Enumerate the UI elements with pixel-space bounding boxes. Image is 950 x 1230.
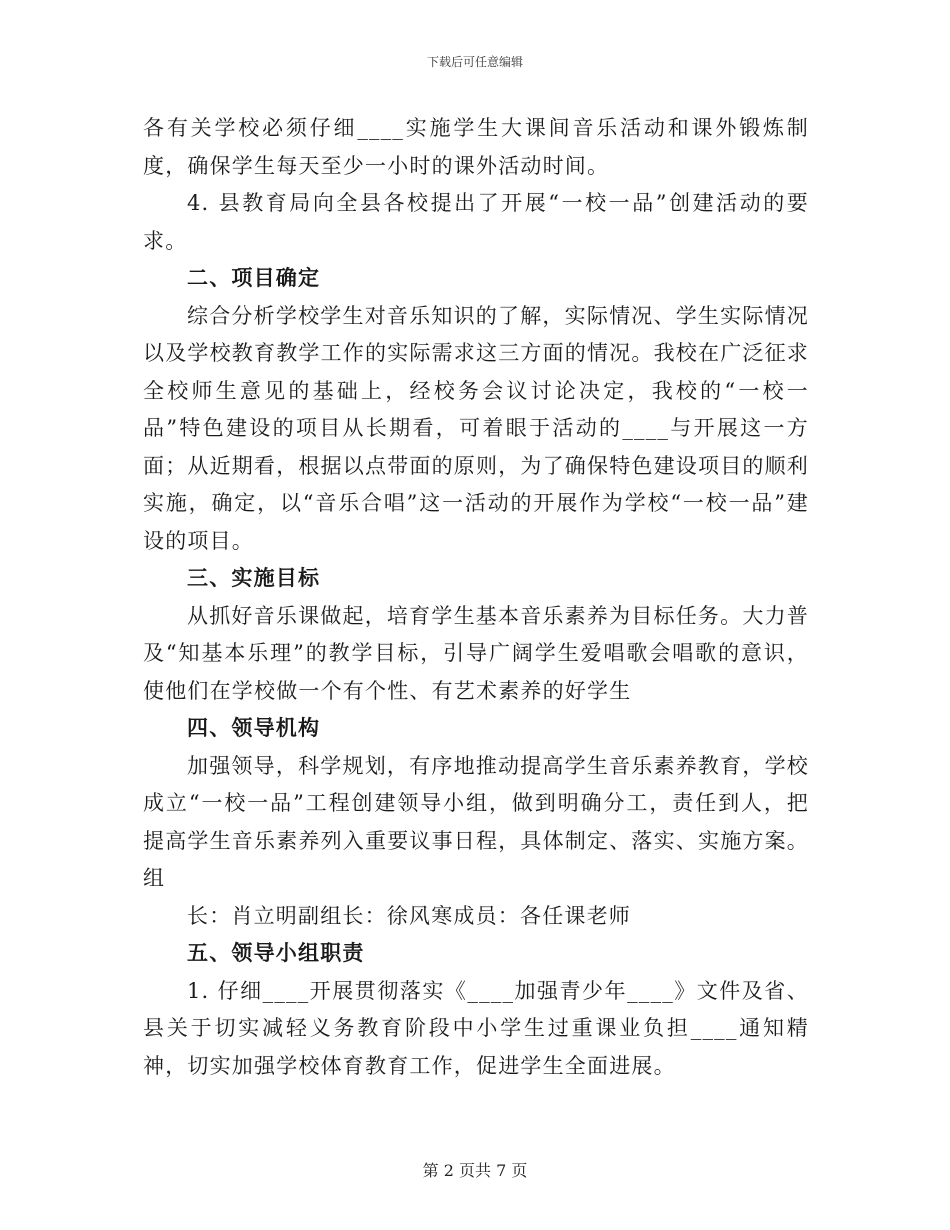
page-number: 第 2 页共 7 页 [422, 1161, 528, 1180]
document-body [143, 110, 809, 1085]
section-heading-project: 二、项目确定 [187, 266, 321, 290]
section-heading-goals: 三、实施目标 [187, 566, 321, 590]
page-header: 下载后可任意编辑 [426, 55, 523, 69]
section-heading-duties: 五、领导小组职责 [187, 941, 365, 965]
paragraph-goals: 从抓好音乐课做起，培育学生基本音乐素养为目标任务。大力普及“知基本乐理”的教学目标，引导广阔学生爱唱歌会唱歌的意识，使他们在学校做一个有个性、有艺术素养的好学生 [143, 603, 809, 703]
paragraph-leadership: 加强领导，科学规划，有序地推动提高学生音乐素养教育，学校成立“一校一品”工程创建领导小组，做到明确分工，责任到人，把提高学生音乐素养列入重要议事日程，具体制定、落实、实施方案。组 [143, 753, 809, 890]
paragraph-project-determination: 综合分析学校学生对音乐知识的了解，实际情况、学生实际情况以及学校教育教学工作的实际需求这三方面的情况。我校在广泛征求全校师生意见的基础上，经校务会议讨论决定，我校的“一校一品”特色建设的项目从长期看，可着眼于活动的____与开展这一方面；从近期看，根据以点带面的原则，为了确保特色建设项目的顺利实施，确定，以“音乐合唱”这一活动的开展作为学校“一校一品”建设的项目。 [143, 303, 809, 553]
paragraph-item-4: 4. 县教育局向全县各校提出了开展“一校一品”创建活动的要求。 [143, 191, 809, 253]
section-heading-leadership: 四、领导机构 [187, 716, 321, 740]
paragraph-duty-1: 1. 仔细____开展贯彻落实《____加强青少年____》文件及省、县关于切实减轻义务教育阶段中小学生过重课业负担____通知精神，切实加强学校体育教育工作，促进学生全面进展。 [143, 978, 809, 1078]
paragraph-activity-system: 各有关学校必须仔细____实施学生大课间音乐活动和课外锻炼制度，确保学生每天至少一小时的课外活动时间。 [143, 116, 809, 178]
paragraph-group-members: 长：肖立明副组长：徐风寒成员：各任课老师 [187, 903, 631, 928]
